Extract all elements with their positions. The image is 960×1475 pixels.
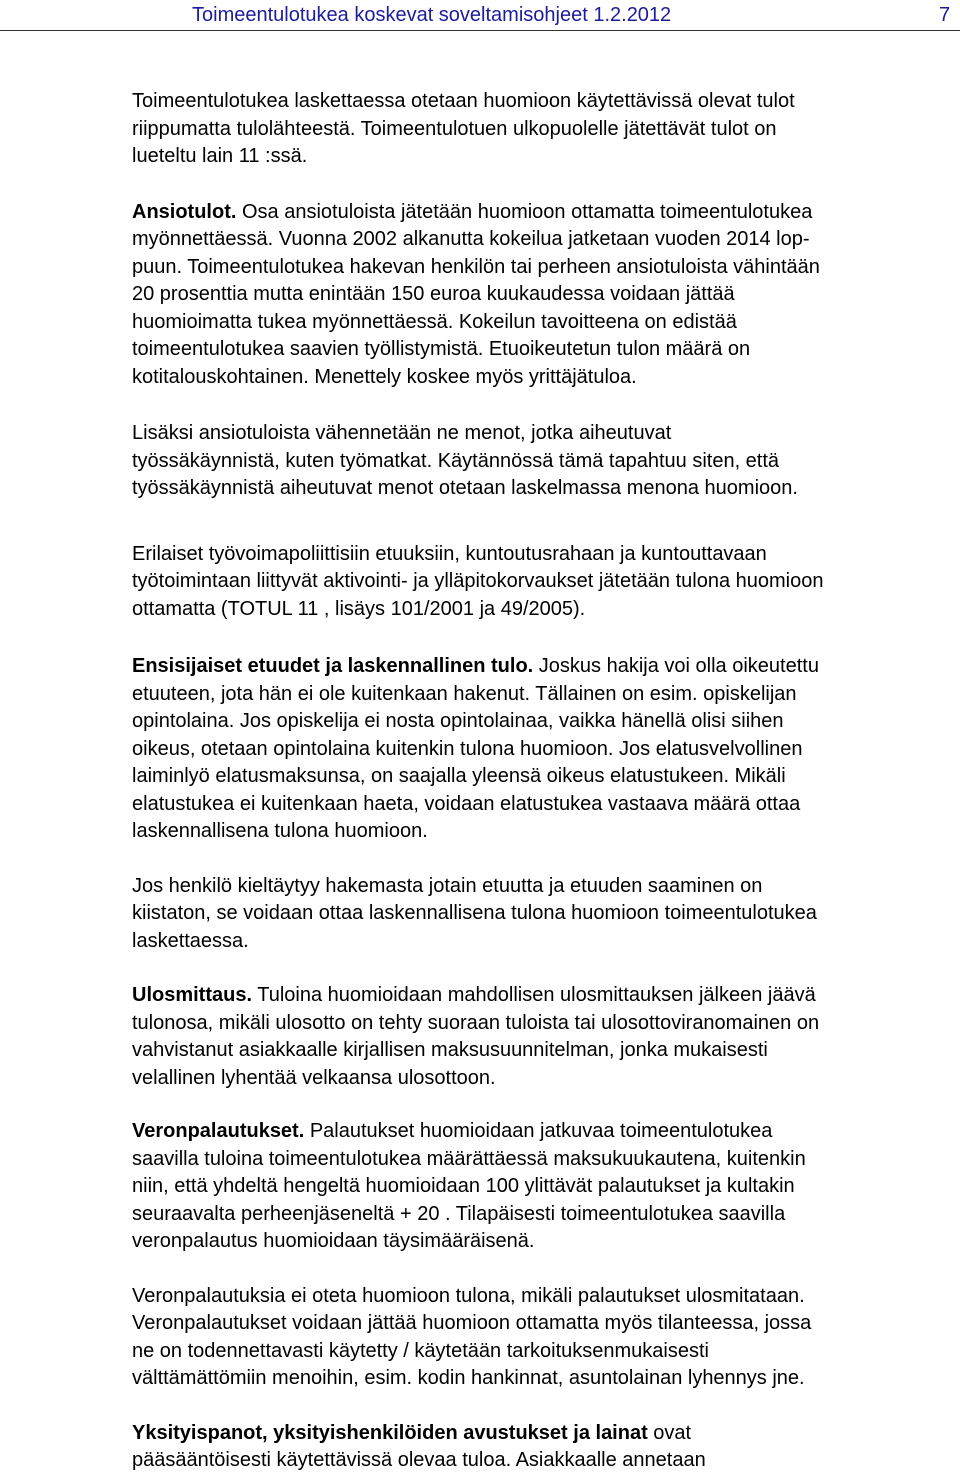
paragraph-text: Jos henkilö kieltäytyy hakemasta jotain etuutta ja etuuden saaminen on kiistaton, se voidaan ottaa laskennallisena tulona huomioon toimeentulotukea laskettaessa. — [132, 874, 817, 952]
paragraph-text: Tuloina huomioidaan mahdollisen ulosmittauksen jälkeen jäävä tulonosa, mikäli ulosotto on tehty suoraan tuloista tai ulosottoviranomainen on vahvistanut asiakkaalle kirjallisen maksusuunnitelman, jonka mukaisesti velallinen lyhentää velkaansa ulosottoon. — [132, 984, 820, 1089]
paragraph-text: Veronpalautuksia ei oteta huomioon tulona, mikäli palautukset ulosmitataan. Veronpalautukset voidaan jättää huomioon ottamatta myös tilanteessa, jossa ne on todennettavasti käytetty / käytetään tarkoituksenmukaisesti välttämättömiin menoihin, esim. kodin hankinnat, asuntolainan lyhennys jne. — [132, 1284, 812, 1389]
document-body — [132, 88, 960, 1475]
paragraph-distraint — [132, 982, 960, 1092]
paragraph-heading: Yksityispanot, yksityishenkilöiden avustukset ja lainat — [132, 1421, 648, 1444]
page-header — [0, 0, 960, 34]
paragraph-tax-refunds — [132, 1118, 960, 1256]
document-title: Toimeentulotukea koskevat soveltamisohjeet 1.2.2012 — [192, 4, 672, 26]
paragraph-refused-benefit — [132, 873, 960, 956]
paragraph-text: Lisäksi ansiotuloista vähennetään ne menot, jotka aiheutuvat työssäkäynnistä, kuten työmatkat. Käytännössä tämä tapahtuu siten, että työssäkäynnistä aiheutuvat menot otetaan laskelmassa menona huomioon. — [132, 422, 798, 499]
paragraph-heading: Ulosmittaus. — [132, 984, 253, 1006]
header-divider — [0, 30, 960, 31]
paragraph-earned-income — [132, 199, 960, 392]
paragraph-private-contributions — [132, 1420, 960, 1475]
paragraph-heading: Ansiotulot. — [132, 200, 237, 223]
paragraph-text: Palautukset huomioidaan jatkuvaa toimeentulotukea saavilla tuloina toimeentulotukea määrättäessä maksukuukautena, kuitenkin niin, että yhdeltä hengeltä huomioidaan 100 ylittävät palautukset ja kultakin seuraavalta perheenjäseneltä + 20 . Tilapäisesti toimeentulotukea saavilla veronpalautus huomioidaan täysimääräisenä. — [132, 1120, 806, 1252]
paragraph-heading: Veronpalautukset. — [132, 1120, 305, 1142]
paragraph-primary-benefits — [132, 653, 960, 846]
paragraph-income-sources — [132, 88, 960, 171]
page-number: 7 — [939, 4, 951, 26]
paragraph-activation-allowances — [132, 541, 960, 624]
paragraph-heading: Ensisijaiset etuudet ja laskennallinen tulo. — [132, 655, 534, 677]
paragraph-text: Erilaiset työvoimapoliittisiin etuuksiin, kuntoutusrahaan ja kuntouttavaan työtoimintaan liittyvät aktivointi- ja ylläpitokorvaukset jätetään tulona huomioon ottamatta (TOTUL 11 , lisäys 101/2001 ja 49/2005). — [132, 542, 824, 620]
paragraph-text: Toimeentulotukea laskettaessa otetaan huomioon käytettävissä olevat tulot riippumatta tulolähteestä. Toimeentulotuen ulkopuolelle jätettävät tulot on lueteltu lain 11 :ssä. — [132, 90, 795, 167]
paragraph-text: Osa ansiotuloista jätetään huomioon ottamatta toimeentulotukea myönnettäessä. Vuonna 2002 alkanutta kokeilua jatketaan vuoden 2014 lop- puun. Toimeentulotukea hakevan henkilön tai perheen ansiotuloista vähintään 20 prosenttia mutta enintään 150 euroa kuukaudessa voidaan jättää huomioimatta tukea myönnettäessä. Kokeilun tavoitteena on edistää toimeentulotukea saavien työllistymistä. Etuoikeutetun tulon määrä on kotitalouskohtainen. Menettely koskee myös yrittäjätuloa. — [132, 200, 820, 388]
paragraph-work-expenses — [132, 420, 960, 503]
paragraph-text: Joskus hakija voi olla oikeutettu etuuteen, jota hän ei ole kuitenkaan hakenut. Tällainen on esim. opiskelijan opintolaina. Jos opiskelija ei nosta opintolainaa, vaikka hänellä olisi siihen oikeus, otetaan opintolaina kuitenkin tulona huomioon. Jos elatusvelvollinen laiminlyö elatusmaksunsa, on saajalla yleensä oikeus elatustukeen. Mikäli elatustukea ei kuitenkaan haeta, voidaan elatustukea vastaava määrä ottaa laskennallisena tulona huomioon. — [132, 655, 819, 842]
paragraph-text: ovat pääsääntöisesti käytettävissä olevaa tuloa. Asiakkaalle annetaan — [132, 1421, 706, 1471]
paragraph-tax-refunds-exceptions — [132, 1283, 960, 1393]
